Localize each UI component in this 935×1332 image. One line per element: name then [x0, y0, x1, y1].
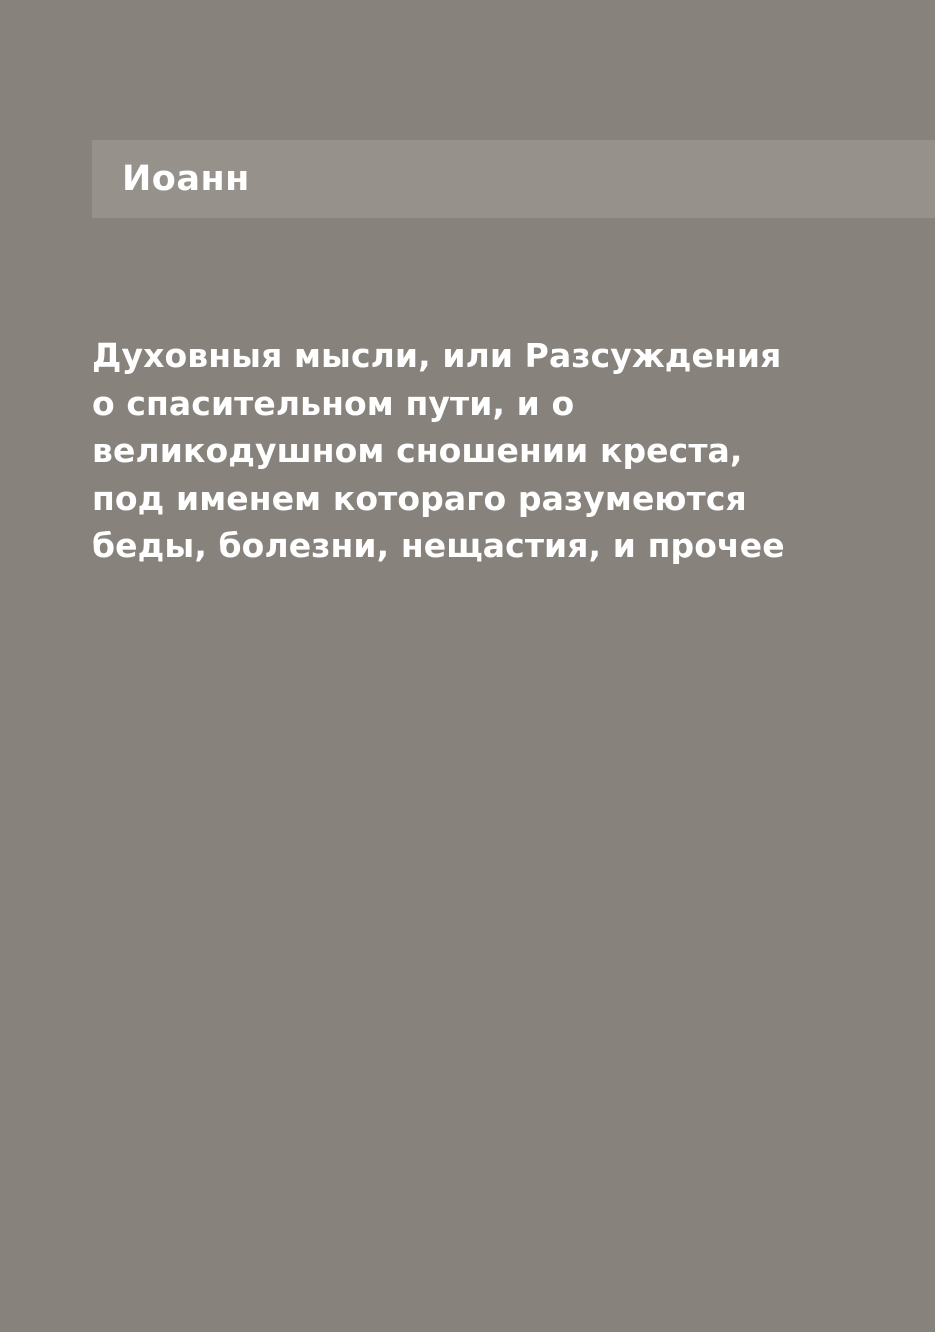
title-block: [92, 332, 792, 570]
author-name: Иоанн: [122, 158, 250, 199]
author-band: [92, 140, 935, 218]
book-title: Духовныя мысли, или Разсуждения о спасительном пути, и о великодушном сношении креста, под именем котораго разумеются беды, болезни, нещастия, и прочее: [92, 336, 785, 566]
